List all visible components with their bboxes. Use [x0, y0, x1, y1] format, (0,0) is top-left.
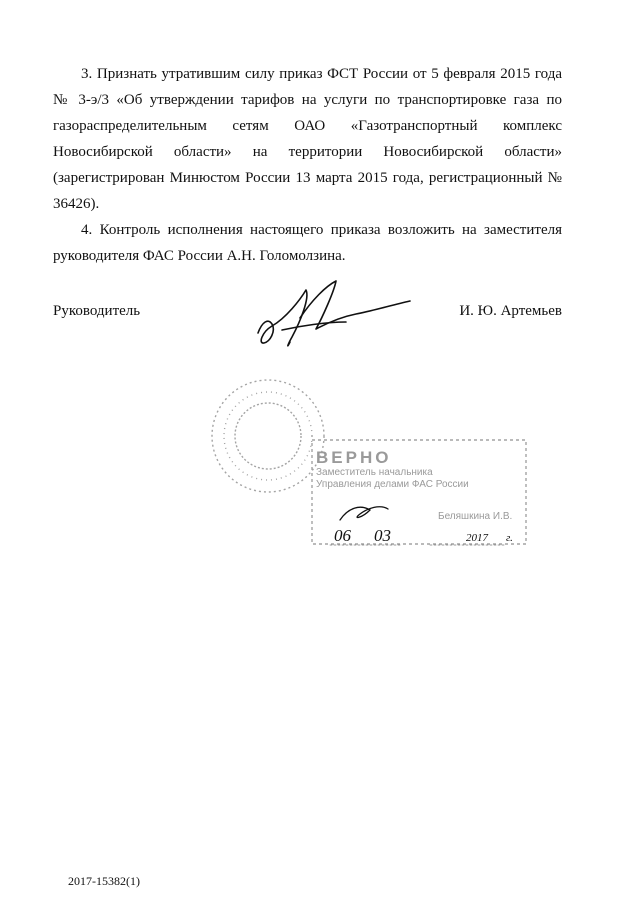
- signer-title: Руководитель: [53, 303, 141, 319]
- stamp-year: 2017: [466, 532, 488, 544]
- paragraph-4: 4. Контроль исполнения настоящего приказа возложить на заместителя руководителя ФАС России А.Н. Голомолзина.: [53, 222, 562, 264]
- stamp-line-2: Управления делами ФАС России: [316, 479, 469, 490]
- stamp-line-1: Заместитель начальника: [316, 467, 433, 478]
- document-number: 2017-15382(1): [68, 874, 140, 888]
- stamp-month: 03: [374, 526, 391, 545]
- stamp-year-suffix: г.: [506, 532, 513, 544]
- signer-name: И. Ю. Артемьев: [459, 303, 562, 319]
- stamp-header: ВЕРНО: [316, 448, 392, 467]
- paragraph-3: 3. Признать утратившим силу приказ ФСТ России от 5 февраля 2015 года № 3-э/3 «Об утверждении тарифов на услуги по транспортировке газа по газораспределительным сетям ОАО «Газотранспортный комплекс Новосибирской области» на территории Новосибирской области» (зарегистрирован Минюстом России 13 марта 2015 года, регистрационный № 36426).: [53, 66, 562, 212]
- stamp-day: 06: [334, 526, 351, 545]
- stamp-name: Беляшкина И.В.: [438, 511, 513, 522]
